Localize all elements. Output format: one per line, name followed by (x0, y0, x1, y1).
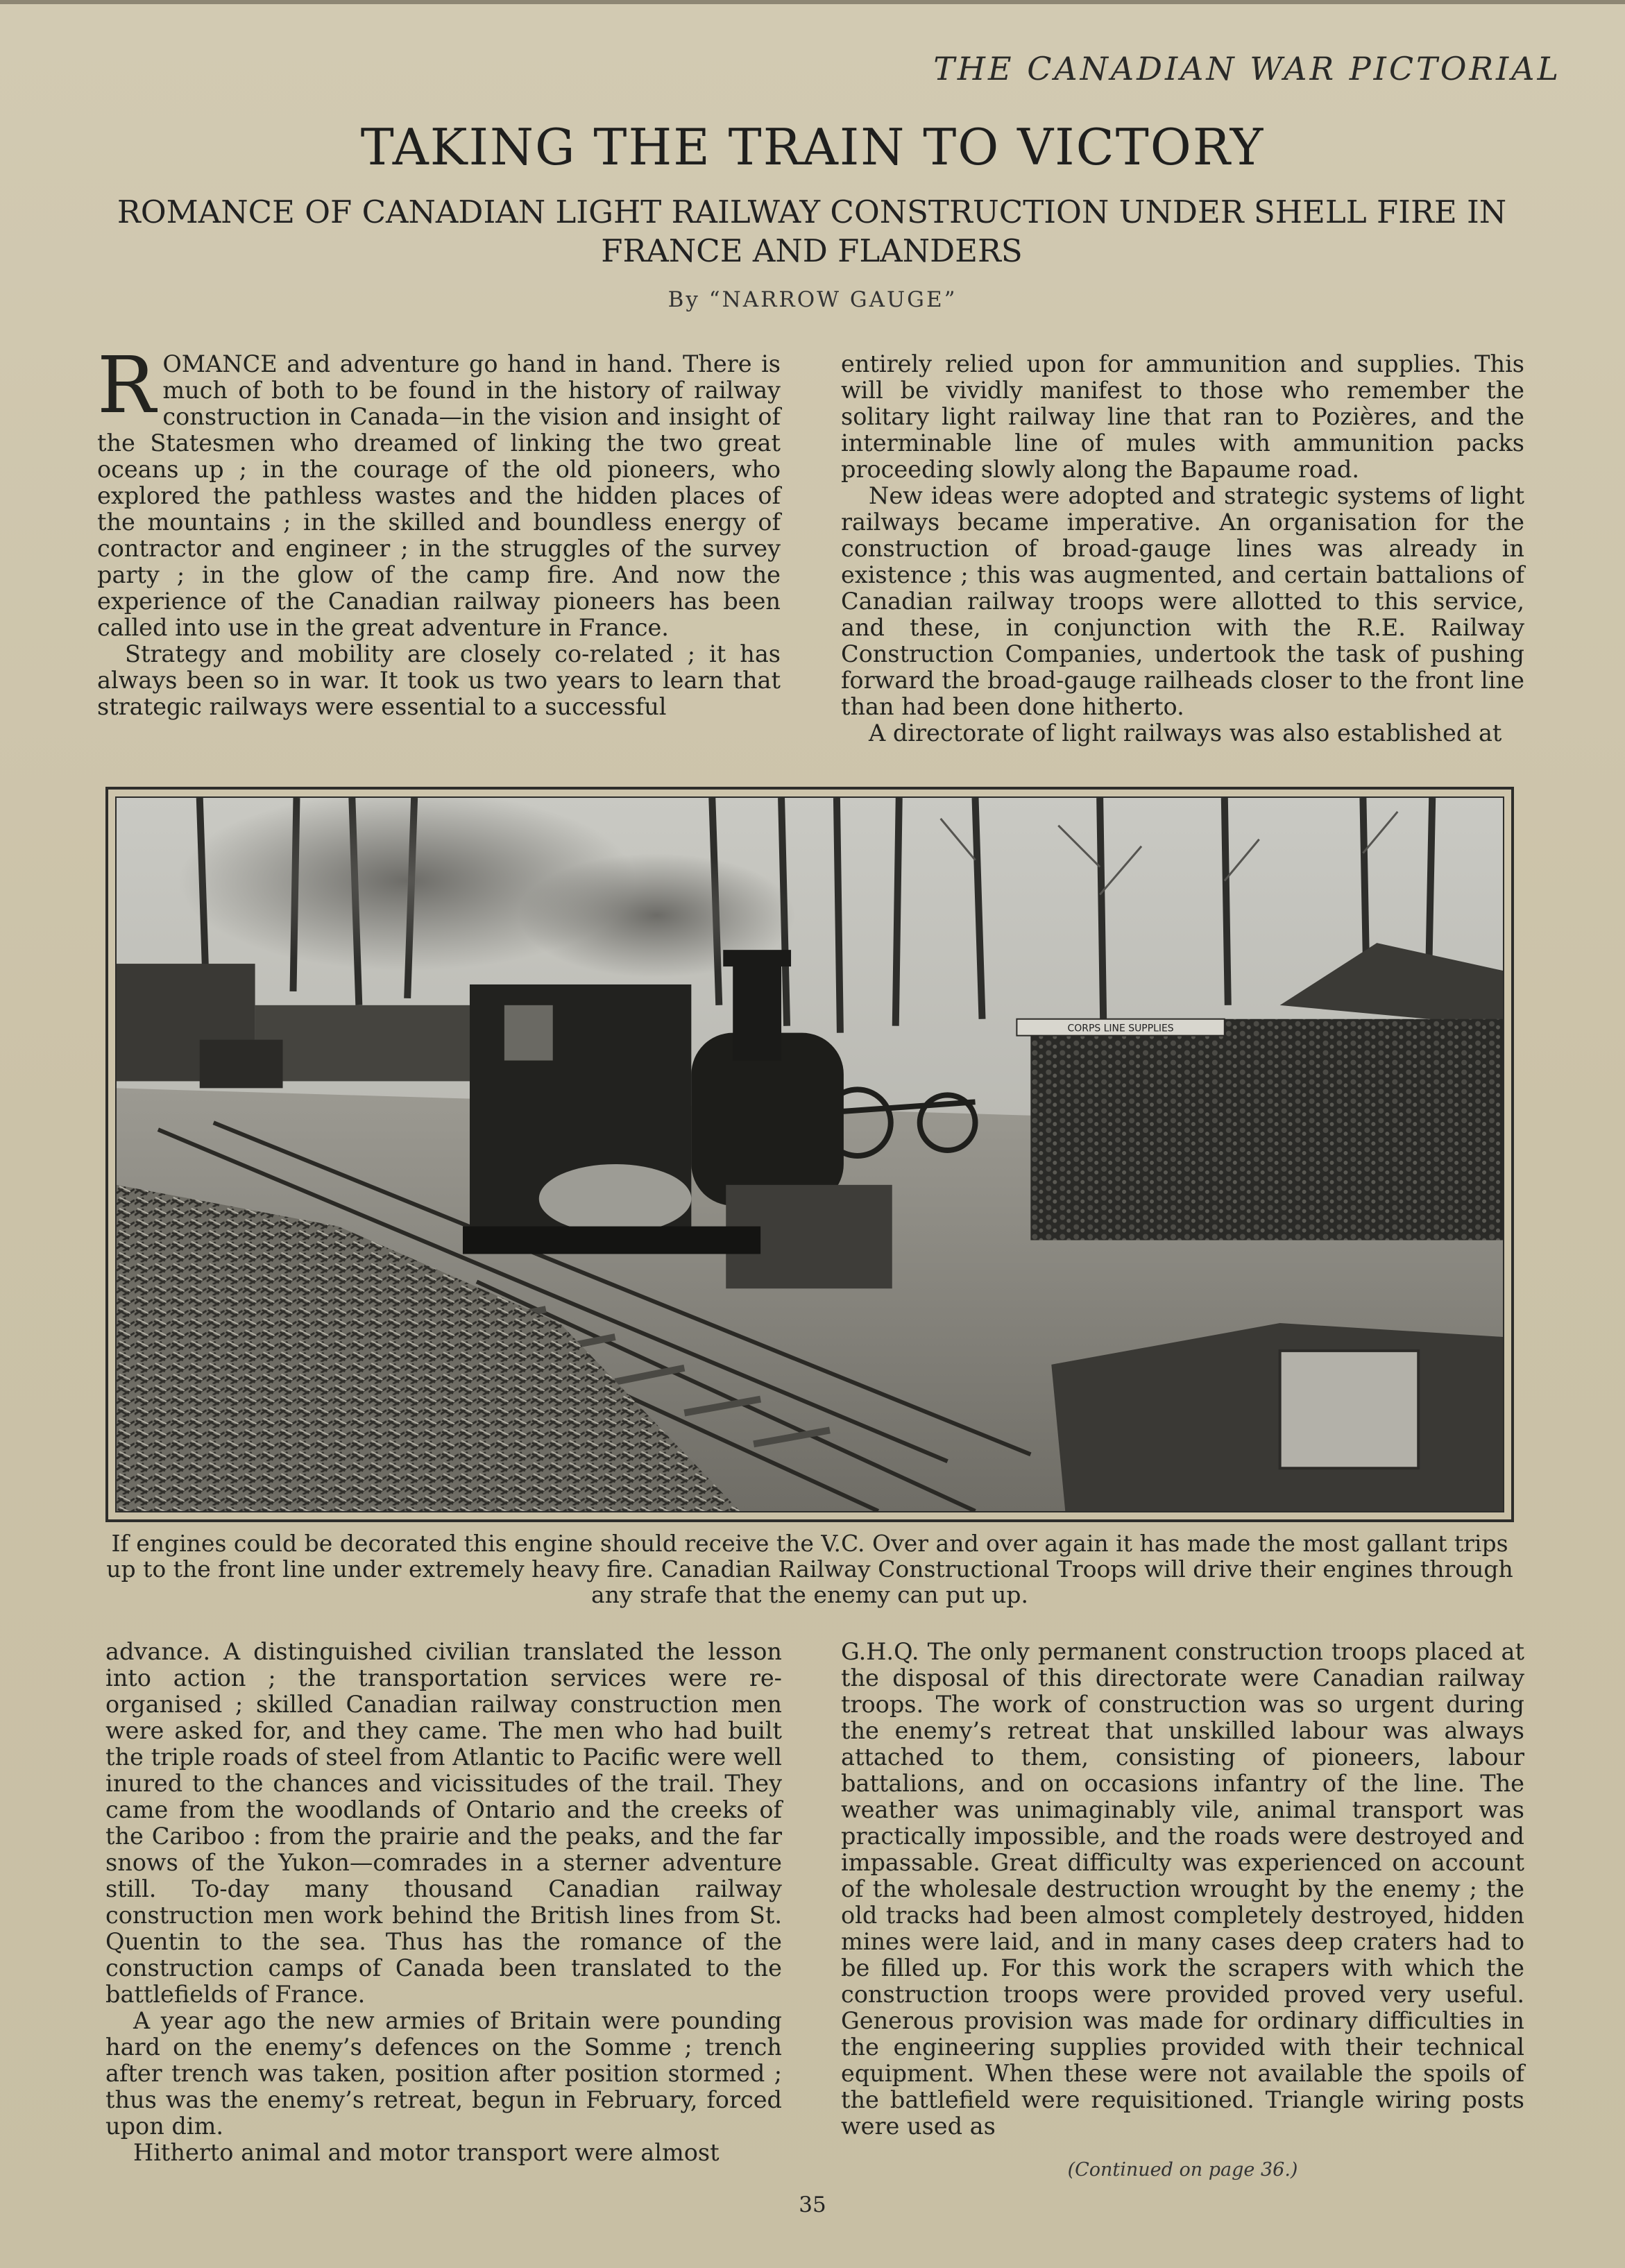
paragraph (97, 341, 781, 641)
paragraph: advance. A distinguished civilian translated the lesson into action ; the transportation services were re-organised ; skilled Canadian railway construction men were asked for, and they came. The men who had built the triple roads of steel from Atlantic to Pacific were well inured to the chances and vicissitudes of the trail. They came from the woodlands of Ontario and the creeks of the Cariboo : from the prairie and the peaks, and the far snows of the Yukon—comrades in a sterner adventure still. To-day many thousand Canadian railway construction men work behind the British lines from St. Quentin to the sea. Thus has the romance of the construction camps of Canada been translated to the battlefields of France. (105, 1638, 782, 2008)
running-head: THE CANADIAN WAR PICTORIAL (933, 50, 1561, 87)
continued-note: (Continued on page 36.) (1067, 2159, 1298, 2181)
paragraph: entirely relied upon for ammunition and supplies. This will be vividly manifest to those who remember the solitary light railway line that ran to Pozières, and the interminable line of mules with ammunition packs proceeding slowly along the Bapaume road. (841, 350, 1524, 483)
paragraph: New ideas were adopted and strategic systems of light railways became imperative. An organisation for the construction of broad-gauge lines was already in existence ; this was augmented, and certain battalions of Canadian railway troops were allotted to this service, and these, in conjunction with the R.E. Railway Construction Companies, undertook the task of pushing forward the broad-gauge railheads closer to the front line than had been done hitherto. (841, 482, 1524, 720)
photo-illustration (117, 798, 1503, 1511)
paragraph: Hitherto animal and motor transport were almost (133, 2139, 720, 2166)
column-2 (841, 351, 1524, 747)
paragraph: G.H.Q. The only permanent construction troops placed at the disposal of this directorate were Canadian railway troops. The work of construction was so urgent during the enemy’s retreat that unskilled labour was always attached to them, consisting of pioneers, labour battalions, and on occasions infantry of the line. The weather was unimaginably vile, animal transport was practically impossible, and the roads were destroyed and impassable. Great difficulty was experienced on account of the wholesale destruction wrought by the enemy ; the old tracks had been almost completely destroyed, hidden mines were laid, and in many cases deep craters had to be filled up. For this work the scrapers with which the construction troops were provided proved very useful. Generous provision was made for ordinary difficulties in the engineering supplies provided with their technical equipment. When these were not available the spoils of the battlefield were requisitioned. Triangle wiring posts were used as (841, 1638, 1524, 2140)
article-subtitle: ROMANCE OF CANADIAN LIGHT RAILWAY CONSTRUCTION UNDER SHELL FIRE IN FRANCE AND FLANDERS (117, 194, 1507, 269)
column-3 (105, 1639, 782, 2166)
drop-cap: R (97, 341, 156, 431)
article-title: TAKING THE TRAIN TO VICTORY (360, 118, 1265, 176)
column-1 (97, 341, 781, 720)
paragraph-text: OMANCE and adventure go hand in hand. There is much of both to be found in the history of railway construction in Canada—in the vision and insight of the Statesmen who dreamed of linking the two great oceans up ; in the courage of the old pioneers, who explored the pathless wastes and the hidden places of the mountains ; in the skilled and boundless energy of contractor and engineer ; in the struggles of the survey party ; in the glow of the camp fire. And now the experience of the Canadian railway pioneers has been called into use in the great adventure in France. (97, 350, 781, 641)
column-4 (841, 1639, 1524, 2140)
paragraph: A directorate of light railways was also established at (869, 719, 1502, 747)
paragraph: A year ago the new armies of Britain were pounding hard on the enemy’s defences on the Somme ; trench after trench was taken, position after position stormed ; thus was the enemy’s retreat, begun in February, forced upon dim. (105, 2007, 782, 2140)
photo-frame (105, 787, 1514, 1522)
photo-locomotive (115, 796, 1504, 1512)
byline: By “NARROW GAUGE” (667, 287, 958, 312)
page-number: 35 (799, 2192, 826, 2217)
sign-text: CORPS LINE SUPPLIES (1067, 1023, 1174, 1034)
photo-caption: If engines could be decorated this engine should receive the V.C. Over and over again it has made the most gallant trips up to the front line under extremely heavy fire. Canadian Railway Constructional Troops will drive their engines through any strafe that the enemy can put up. (106, 1530, 1513, 1608)
top-rule (0, 0, 1625, 4)
paragraph: Strategy and mobility are closely co-related ; it has always been so in war. It took us two years to learn that strategic railways were essential to a successful (97, 640, 781, 720)
